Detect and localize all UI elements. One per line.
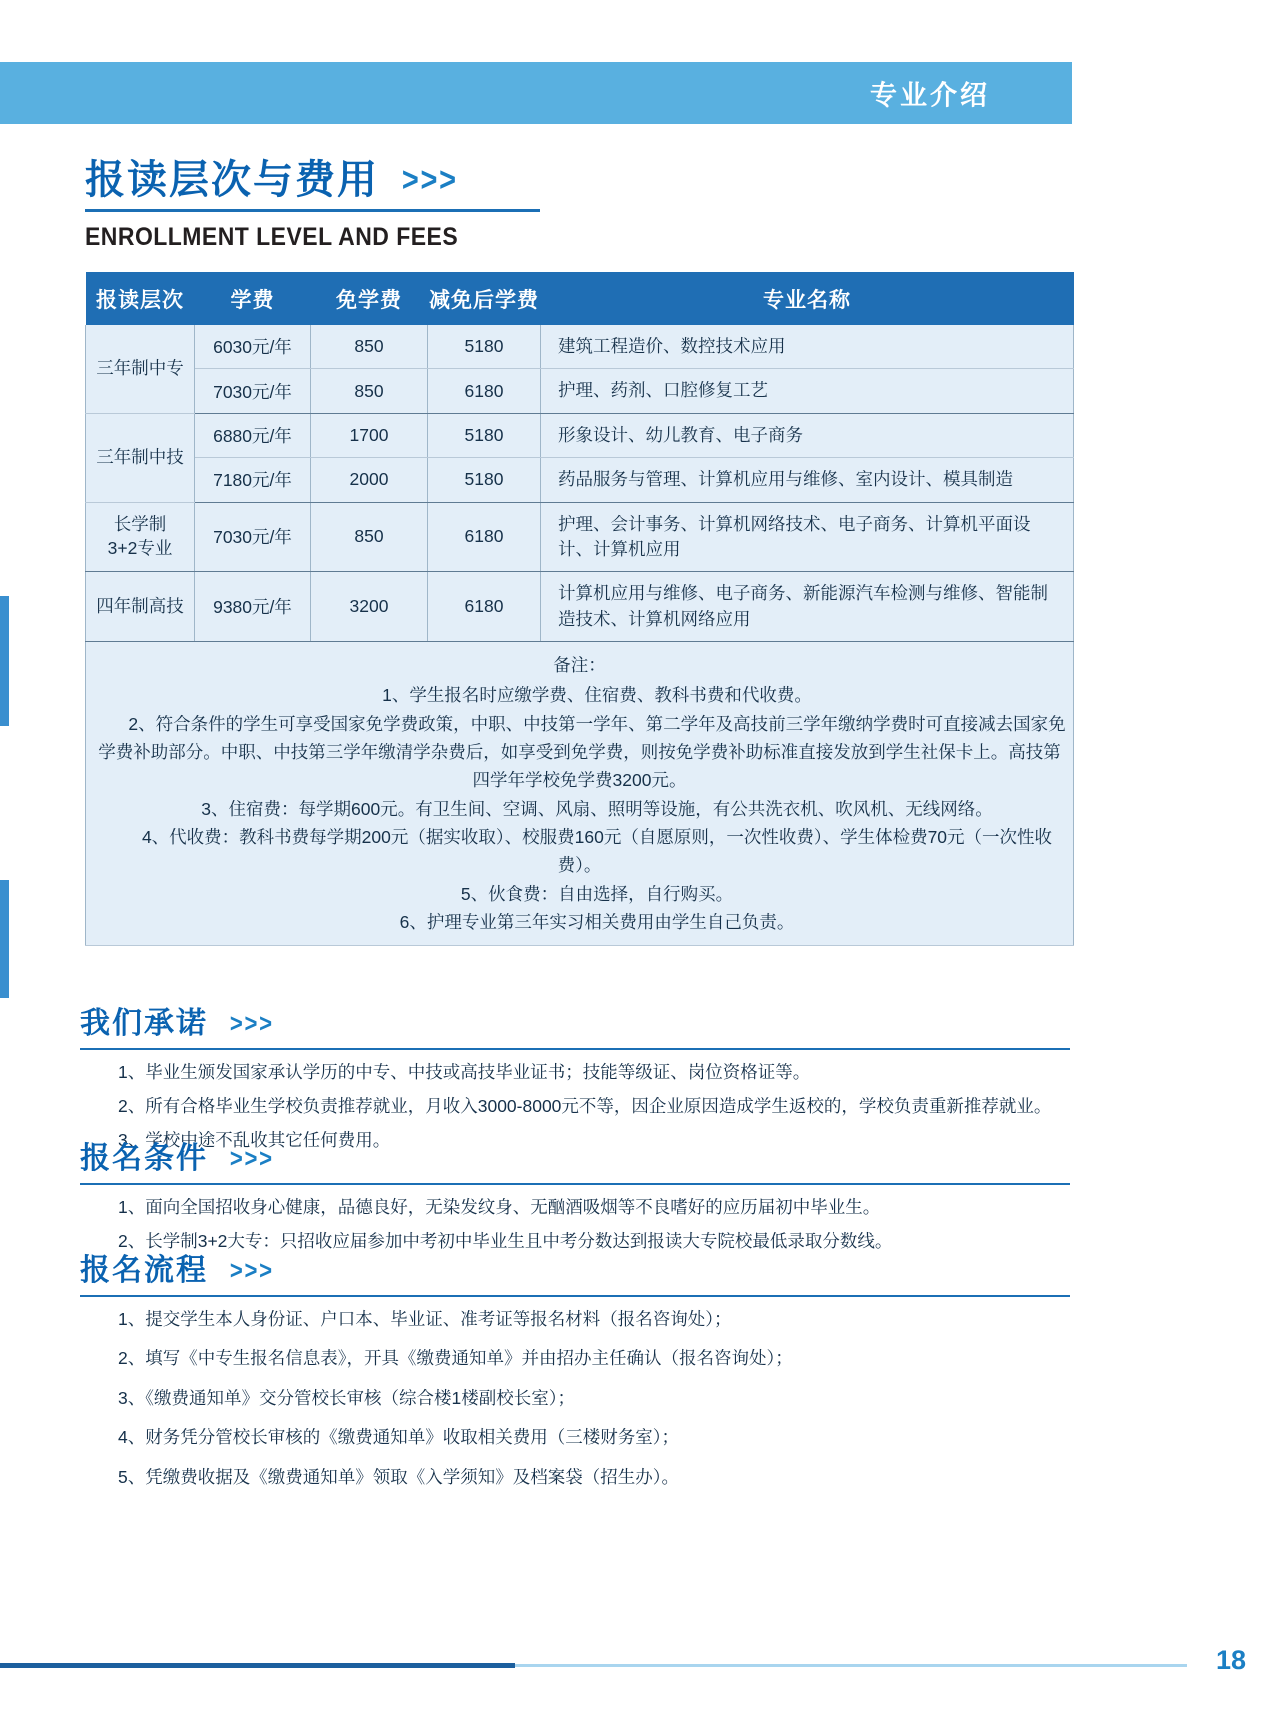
section-title-cn: 报读层次与费用 bbox=[85, 158, 379, 202]
process-item-5: 5、凭缴费收据及《缴费通知单》领取《入学须知》及档案袋（招生办）。 bbox=[118, 1466, 679, 1487]
heading-underline bbox=[85, 209, 540, 212]
notes-row bbox=[86, 642, 1074, 946]
footer-rule-light bbox=[515, 1664, 1187, 1667]
cell-waiver: 1700 bbox=[311, 413, 428, 457]
cell-majors: 形象设计、幼儿教育、电子商务 bbox=[541, 413, 1074, 457]
table-row bbox=[86, 325, 1074, 369]
cell-majors: 药品服务与管理、计算机应用与维修、室内设计、模具制造 bbox=[541, 458, 1074, 502]
remarks-item-6: 6、护理专业第三年实习相关费用由学生自己负责。 bbox=[399, 912, 795, 933]
promise-underline bbox=[80, 1048, 1070, 1050]
remarks-item-2: 2、符合条件的学生可享受国家免学费政策，中职、中技第一学年、第二学年及高技前三学年缴纳学费时可直接减去国家免学费补助部分。中职、中技第三学年缴清学杂费后，如享受到免学费，则按免学费补助标准直接发放到学生社保卡上。高技第四学年学校免学费3200元。 bbox=[98, 713, 1066, 791]
cell-tuition: 6030元/年 bbox=[195, 325, 311, 369]
cell-majors: 计算机应用与维修、电子商务、新能源汽车检测与维修、智能制造技术、计算机网络应用 bbox=[541, 572, 1074, 642]
chevron-right-icon: >>> bbox=[229, 1008, 274, 1038]
cell-level-4: 四年制高技 bbox=[86, 572, 195, 642]
process-list bbox=[80, 1300, 1070, 1497]
conditions-item-1: 1、面向全国招收身心健康，品德良好，无染发纹身、无酗酒吸烟等不良嗜好的应历届初中毕业生。 bbox=[118, 1197, 881, 1217]
process-title-cn: 报名流程 bbox=[80, 1253, 208, 1287]
process-item-1: 1、提交学生本人身份证、户口本、毕业证、准考证等报名材料（报名咨询处）； bbox=[118, 1309, 732, 1329]
col-header-waiver: 免学费 bbox=[311, 272, 428, 325]
table-row bbox=[86, 458, 1074, 502]
table-header-row bbox=[86, 272, 1074, 325]
promise-item-2: 2、所有合格毕业生学校负责推荐就业，月收入3000-8000元不等，因企业原因造成学生返校的，学校负责重新推荐就业。 bbox=[118, 1096, 1052, 1117]
enrollment-fee-table bbox=[85, 272, 1074, 946]
table-row bbox=[86, 502, 1074, 572]
section-heading-promise bbox=[80, 1008, 1070, 1050]
conditions-title-cn: 报名条件 bbox=[80, 1141, 208, 1175]
cell-majors: 护理、药剂、口腔修复工艺 bbox=[541, 369, 1074, 413]
section-heading-process bbox=[80, 1255, 1070, 1297]
chevron-right-icon: >>> bbox=[229, 1143, 274, 1173]
table-row bbox=[86, 572, 1074, 642]
remarks-item-5: 5、伙食费：自由选择，自行购买。 bbox=[460, 883, 734, 904]
cell-majors: 护理、会计事务、计算机网络技术、电子商务、计算机平面设计、计算机应用 bbox=[541, 502, 1074, 572]
cell-waiver: 850 bbox=[311, 325, 428, 369]
cell-after-waiver: 5180 bbox=[428, 325, 541, 369]
cell-level-3-line1: 长学制 bbox=[113, 514, 167, 535]
cell-tuition: 7180元/年 bbox=[195, 458, 311, 502]
conditions-list bbox=[80, 1190, 1070, 1258]
cell-majors: 建筑工程造价、数控技术应用 bbox=[541, 325, 1074, 369]
cell-waiver: 3200 bbox=[311, 572, 428, 642]
cell-after-waiver: 5180 bbox=[428, 413, 541, 457]
cell-level-3-line2: 3+2专业 bbox=[107, 537, 173, 558]
cell-level-2: 三年制中技 bbox=[86, 413, 195, 502]
cell-level-1: 三年制中专 bbox=[86, 325, 195, 413]
cell-after-waiver: 6180 bbox=[428, 369, 541, 413]
chevron-right-icon: >>> bbox=[229, 1255, 274, 1285]
conditions-underline bbox=[80, 1183, 1070, 1185]
cell-after-waiver: 5180 bbox=[428, 458, 541, 502]
table-row bbox=[86, 369, 1074, 413]
cell-after-waiver: 6180 bbox=[428, 502, 541, 572]
cell-tuition: 6880元/年 bbox=[195, 413, 311, 457]
remarks-block bbox=[86, 642, 1074, 946]
col-header-after-waiver: 减免后学费 bbox=[428, 272, 541, 325]
cell-level-3 bbox=[86, 502, 195, 572]
col-header-level: 报读层次 bbox=[86, 272, 195, 325]
col-header-tuition: 学费 bbox=[195, 272, 311, 325]
promise-item-1: 1、毕业生颁发国家承认学历的中专、中技或高技毕业证书；技能等级证、岗位资格证等。 bbox=[118, 1062, 811, 1082]
remarks-title: 备注： bbox=[553, 655, 606, 675]
remarks-item-4: 4、代收费：教科书费每学期200元（据实收取）、校服费160元（自愿原则，一次性收费）、学生体检费70元（一次性收费）。 bbox=[141, 827, 1053, 876]
process-item-3: 3、《缴费通知单》交分管校长审核（综合楼1楼副校长室）； bbox=[118, 1387, 575, 1408]
cell-waiver: 850 bbox=[311, 502, 428, 572]
conditions-item-2: 2、长学制3+2大专：只招收应届参加中考初中毕业生且中考分数达到报读大专院校最低录取分数线。 bbox=[118, 1231, 893, 1252]
cell-tuition: 7030元/年 bbox=[195, 502, 311, 572]
cell-tuition: 7030元/年 bbox=[195, 369, 311, 413]
promise-title-cn: 我们承诺 bbox=[80, 1006, 208, 1040]
cell-tuition: 9380元/年 bbox=[195, 572, 311, 642]
footer-rule-dark bbox=[0, 1663, 515, 1668]
promise-item-3: 3、学校中途不乱收其它任何费用。 bbox=[118, 1130, 391, 1151]
section-heading-conditions bbox=[80, 1143, 1070, 1185]
remarks-item-1: 1、学生报名时应缴学费、住宿费、教科书费和代收费。 bbox=[382, 685, 812, 706]
process-item-2: 2、填写《中专生报名信息表》，开具《缴费通知单》并由招办主任确认（报名咨询处）； bbox=[118, 1348, 793, 1369]
cell-after-waiver: 6180 bbox=[428, 572, 541, 642]
section-heading-enrollment bbox=[85, 160, 540, 252]
cell-waiver: 850 bbox=[311, 369, 428, 413]
cell-waiver: 2000 bbox=[311, 458, 428, 502]
process-underline bbox=[80, 1295, 1070, 1297]
col-header-majors: 专业名称 bbox=[541, 272, 1074, 325]
process-item-4: 4、财务凭分管校长审核的《缴费通知单》收取相关费用（三楼财务室）； bbox=[118, 1427, 679, 1448]
table-row bbox=[86, 413, 1074, 457]
page-number: 18 bbox=[1215, 1645, 1246, 1675]
section-subtitle-en: ENROLLMENT LEVEL AND FEES bbox=[85, 223, 459, 251]
chevron-right-icon: >>> bbox=[401, 160, 458, 199]
banner-label: 专业介绍 bbox=[870, 80, 990, 111]
remarks-item-3: 3、住宿费：每学期600元。有卫生间、空调、风扇、照明等设施，有公共洗衣机、吹风机、无线网络。 bbox=[201, 798, 993, 819]
